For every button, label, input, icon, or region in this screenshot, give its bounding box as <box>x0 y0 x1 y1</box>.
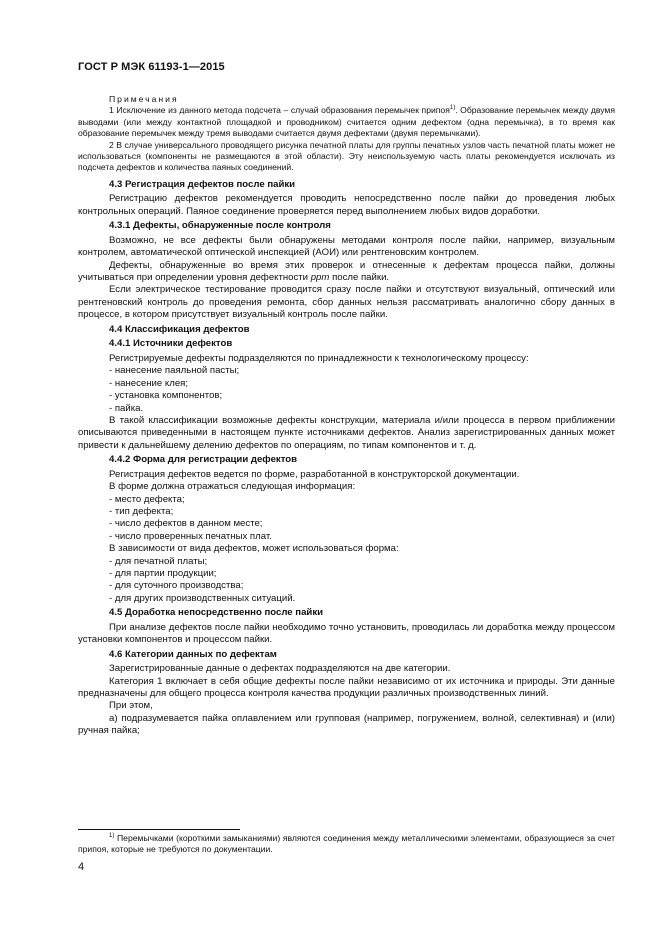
heading-4-6: 4.6 Категории данных по дефектам <box>109 648 277 660</box>
heading-4-4: 4.4 Классификация дефектов <box>109 323 250 335</box>
note-2: 2 В случае универсального проводящего рисунка печатной платы для группы печатных узлов часть печатной платы может не использоваться (компоненты не размещаются в этой области). Эту неиспользуемую часть платы рекомендуется исключать из подсчета дефектов и количества паяных соединений. <box>78 139 615 173</box>
list-item: - нанесение паяльной пасты; <box>109 365 240 377</box>
heading-4-3-1: 4.3.1 Дефекты, обнаруженные после контроля <box>109 220 331 232</box>
paragraph: Дефекты, обнаруженные во время этих проверок и отнесенные к дефектам процесса пайки, должны учитываться при определении уровня дефектности ppm после пайки. <box>78 259 615 284</box>
list-item: - для других производственных ситуаций. <box>109 592 296 604</box>
document-header: ГОСТ Р МЭК 61193-1—2015 <box>78 61 225 73</box>
page-number: 4 <box>78 861 85 873</box>
paragraph: а) подразумевается пайка оплавлением или групповая (например, погружением, волной, селективная) и (или) ручная пайка; <box>78 712 615 737</box>
list-item: - для суточного производства; <box>109 580 244 592</box>
list-item: - пайка. <box>109 402 144 414</box>
notes-title: Примечания <box>109 94 179 104</box>
footnote: $^{1)}$ Перемычками (короткими замыканиями) являются соединения между металлическими элементами, образующиеся за счет припоя, которые не требуются по документации. <box>78 833 616 855</box>
paragraph: Зарегистрированные данные о дефектах подразделяются на две категории. <box>109 663 451 675</box>
paragraph: Регистрацию дефектов рекомендуется проводить непосредственно после пайки до проведения любых контрольных операций. Паяное соединение проверяется перед выполнением любых видов доработки. <box>78 193 615 217</box>
page-body <box>78 94 615 738</box>
list-item: - нанесение клея; <box>109 377 189 389</box>
list-item: - установка компонентов; <box>109 390 223 402</box>
list-item: - число проверенных печатных плат. <box>109 530 272 542</box>
paragraph: При анализе дефектов после пайки необходимо точно установить, проводилась ли доработка между процессом установки компонентов и процессом пайки. <box>78 621 615 646</box>
footnote-marker: 1) <box>109 833 115 839</box>
paragraph: В форме должна отражаться следующая информация: <box>109 481 356 493</box>
paragraph: Если электрическое тестирование проводится сразу после пайки и отсутствуют визуальный, оптический или рентгеновский контроль до проведения ремонта, сбор данных нельзя рассматривать аналогично сбору данных в процессе, в котором присутствует визуальный контроль после пайки. <box>78 284 615 321</box>
footnote-ref: 1) <box>449 105 456 112</box>
paragraph: В зависимости от вида дефектов, может использоваться форма: <box>109 543 399 555</box>
heading-4-3: 4.3 Регистрация дефектов после пайки <box>109 178 296 190</box>
footnote-divider <box>78 829 240 830</box>
paragraph: Возможно, не все дефекты были обнаружены методами контроля после пайки, например, визуальным контролем, автоматической оптической инспекцией (АОИ) или рентгеновским контролем. <box>78 234 615 259</box>
list-item: - число дефектов в данном месте; <box>109 518 263 530</box>
paragraph: Регистрация дефектов ведется по форме, разработанной в конструкторской документации. <box>109 468 520 480</box>
paragraph: При этом, <box>109 700 153 712</box>
paragraph: Категория 1 включает в себя общие дефекты после пайки независимо от их источника и природы. Эти данные предназначены для общего процесса контроля качества продукции различных производственных линий. <box>78 675 615 699</box>
list-item: - для печатной платы; <box>109 555 208 567</box>
paragraph: Регистрируемые дефекты подразделяются по принадлежности к технологическому процессу: <box>109 352 529 364</box>
heading-4-5: 4.5 Доработка непосредственно после пайки <box>109 607 324 619</box>
note-1: 1 Исключение из данного метода подсчета – случай образования перемычек припоя$^{1)}$. Образование перемычек между двумя выводами (или между контактной площадкой и проводником) считается одним дефектом (одна перемычка), в то время как образование перемычек между тремя выводами считается двумя дефектами (двумя перемычками). <box>78 105 615 139</box>
list-item: - тип дефекта; <box>109 505 174 517</box>
list-item: - место дефекта; <box>109 493 185 505</box>
heading-4-4-2: 4.4.2 Форма для регистрации дефектов <box>109 454 298 466</box>
paragraph: В такой классификации возможные дефекты конструкции, материала и/или процесса в первом приближении описываются приведенными в настоящем пункте источниками дефектов. Анализ зарегистрированных данных может привести к дальнейшему делению дефектов по операциям, по типам компонентов и т. д. <box>78 414 615 451</box>
ppm-term: ppm <box>310 272 330 284</box>
heading-4-4-1: 4.4.1 Источники дефектов <box>109 338 233 350</box>
list-item: - для партии продукции; <box>109 567 217 579</box>
